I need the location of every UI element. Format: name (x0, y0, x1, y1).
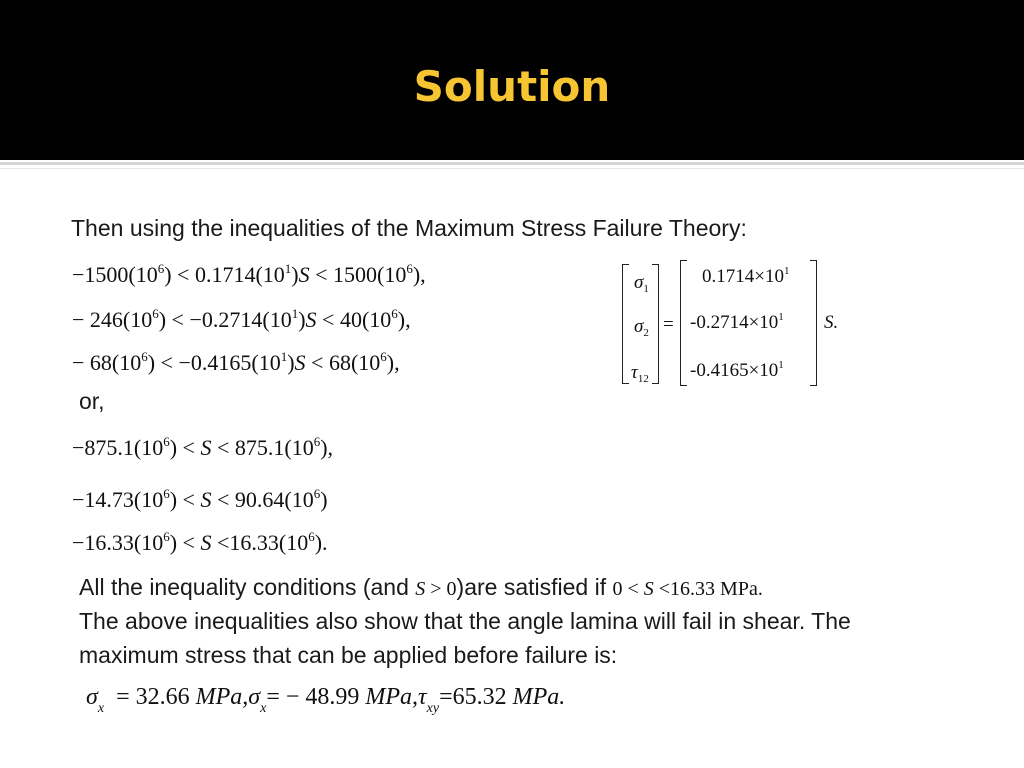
condition-range: 0 < S <16.33 MPa. (612, 578, 763, 600)
inequality-6: $-16.33(10^6) < S <16.33(10^6)$. (72, 529, 328, 555)
matrix-entry-3: $-0.4165\times 10^1$ (690, 359, 784, 381)
conclusion-line (79, 574, 763, 601)
or-label: or, (79, 388, 105, 414)
inequality-2: − $246(10^6) < -0.2714(10^1)S < 40(10^6)$, (72, 306, 411, 332)
matrix-entry-1: $0.1714\times 10^1$ (702, 265, 790, 287)
equals-sign: = (663, 314, 674, 335)
divider (0, 162, 1024, 165)
conclusion-part-b: )are satisfied if (456, 574, 613, 600)
matrix-entry-2: $-0.2714\times 10^1$ (690, 311, 784, 333)
inequality-5: $-14.73(10^6) < S < 90.64(10^6)$ (72, 486, 328, 512)
left-bracket (622, 264, 629, 384)
right-bracket (652, 264, 659, 384)
statement-line-1: The above inequalities also show that the angle lamina will fail in shear. The (79, 608, 851, 634)
result-equation: $\sigma_x = 32.66$ $MPa,\sigma_x= - 48.99$ $MPa,\tau_{xy}=65.32$ MPa. (86, 684, 566, 716)
condition-positive: S > 0 (415, 578, 457, 600)
sigma-1: $\sigma_1$ (634, 272, 649, 295)
tau-12: $\tau_{12}$ (631, 362, 649, 385)
intro-text: Then using the inequalities of the Maximum Stress Failure Theory: (71, 215, 747, 241)
statement-line-2: maximum stress that can be applied before failure is: (79, 642, 618, 668)
sigma-2: $\sigma_2$ (634, 316, 649, 339)
conclusion-part-a: All the inequality conditions (and (79, 574, 416, 600)
matrix-multiplier: S. (824, 312, 839, 333)
right-bracket-2 (810, 260, 817, 386)
slide-title: Solution (413, 62, 611, 111)
inequality-1: $-1500(10^6) < 0.1714(10^1)S < 1500(10^6)$, (72, 261, 426, 287)
inequality-4: $-875.1(10^6) < S < 875.1(10^6)$, (72, 434, 334, 460)
inequality-3: − $68(10^6) < -0.4165(10^1)S < 68(10^6)$, (72, 349, 400, 375)
left-bracket-2 (680, 260, 687, 386)
divider-thin (0, 168, 1024, 169)
